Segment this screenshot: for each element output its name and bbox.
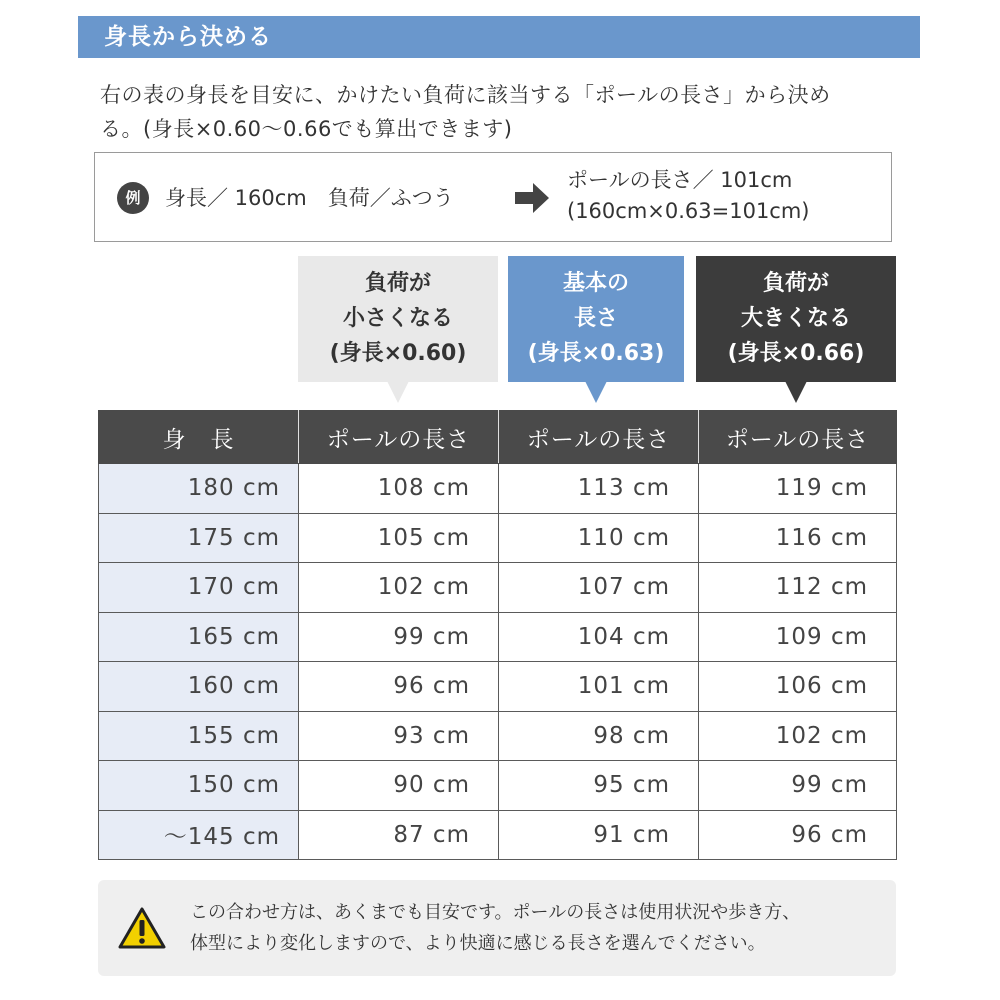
callout-large-line-1: 負荷が bbox=[762, 271, 829, 296]
pole-length-small-cell: 105 cm bbox=[299, 513, 499, 563]
table-row bbox=[99, 662, 897, 712]
callout-large-line-3: (身長×0.66) bbox=[727, 341, 865, 366]
section-title: 身長から決める bbox=[78, 16, 920, 58]
height-cell: 160 cm bbox=[99, 662, 299, 712]
table-row bbox=[99, 513, 897, 563]
pole-length-base-cell: 113 cm bbox=[499, 464, 699, 514]
pole-length-base-cell: 110 cm bbox=[499, 513, 699, 563]
callout-small-load bbox=[298, 256, 498, 382]
callout-pointer bbox=[785, 381, 807, 403]
pole-length-large-cell: 99 cm bbox=[699, 761, 897, 811]
header-pole-length-small: ポールの長さ bbox=[299, 411, 499, 464]
header-pole-length-base: ポールの長さ bbox=[499, 411, 699, 464]
height-cell: 170 cm bbox=[99, 563, 299, 613]
pole-length-base-cell: 91 cm bbox=[499, 810, 699, 860]
pole-length-small-cell: 99 cm bbox=[299, 612, 499, 662]
intro-text bbox=[100, 78, 900, 146]
pole-length-large-cell: 119 cm bbox=[699, 464, 897, 514]
height-cell: 150 cm bbox=[99, 761, 299, 811]
notice-line-2: 体型により変化しますので、より快適に感じる長さを選んでください。 bbox=[190, 933, 766, 954]
pole-length-base-cell: 104 cm bbox=[499, 612, 699, 662]
pole-length-small-cell: 90 cm bbox=[299, 761, 499, 811]
example-box bbox=[94, 152, 892, 242]
callout-base-line-2: 長さ bbox=[573, 306, 618, 331]
pole-length-base-cell: 98 cm bbox=[499, 711, 699, 761]
notice-text bbox=[190, 897, 800, 959]
pole-length-small-cell: 87 cm bbox=[299, 810, 499, 860]
table-header-row bbox=[99, 411, 897, 464]
table-row bbox=[99, 612, 897, 662]
pole-length-base-cell: 107 cm bbox=[499, 563, 699, 613]
header-pole-length-large: ポールの長さ bbox=[699, 411, 897, 464]
pole-length-small-cell: 93 cm bbox=[299, 711, 499, 761]
callout-pointer bbox=[585, 381, 607, 403]
pole-length-small-cell: 102 cm bbox=[299, 563, 499, 613]
example-result-line-1: ポールの長さ／ 101cm bbox=[567, 168, 793, 192]
callout-small-line-2: 小さくなる bbox=[342, 306, 453, 331]
callout-base-line-3: (身長×0.63) bbox=[527, 341, 665, 366]
intro-line-2: る。(身長×0.60〜0.66でも算出できます) bbox=[100, 117, 513, 141]
pole-length-small-cell: 108 cm bbox=[299, 464, 499, 514]
warning-icon bbox=[118, 906, 166, 950]
pole-length-large-cell: 109 cm bbox=[699, 612, 897, 662]
pole-length-large-cell: 116 cm bbox=[699, 513, 897, 563]
callout-small-line-1: 負荷が bbox=[364, 271, 431, 296]
callout-base-line-1: 基本の bbox=[562, 271, 629, 296]
pole-length-base-cell: 95 cm bbox=[499, 761, 699, 811]
notice-line-1: この合わせ方は、あくまでも目安です。ポールの長さは使用状況や歩き方、 bbox=[190, 902, 801, 923]
height-cell: 165 cm bbox=[99, 612, 299, 662]
notice-box bbox=[98, 880, 896, 976]
callout-large-line-2: 大きくなる bbox=[740, 306, 851, 331]
example-result-line-2: (160cm×0.63=101cm) bbox=[567, 199, 810, 223]
table-row bbox=[99, 761, 897, 811]
pole-length-large-cell: 96 cm bbox=[699, 810, 897, 860]
callout-small-line-3: (身長×0.60) bbox=[329, 341, 467, 366]
height-cell: 〜145 cm bbox=[99, 810, 299, 860]
table-row bbox=[99, 810, 897, 860]
example-badge: 例 bbox=[117, 182, 149, 214]
right-arrow-icon bbox=[515, 183, 549, 213]
height-cell: 175 cm bbox=[99, 513, 299, 563]
table-row bbox=[99, 563, 897, 613]
pole-length-large-cell: 106 cm bbox=[699, 662, 897, 712]
table-row bbox=[99, 711, 897, 761]
example-result bbox=[567, 165, 810, 227]
pole-length-large-cell: 112 cm bbox=[699, 563, 897, 613]
header-height: 身 長 bbox=[99, 411, 299, 464]
pole-length-small-cell: 96 cm bbox=[299, 662, 499, 712]
table-row bbox=[99, 464, 897, 514]
pole-length-base-cell: 101 cm bbox=[499, 662, 699, 712]
example-input-text: 身長／ 160cm 負荷／ふつう bbox=[165, 186, 454, 210]
pole-length-large-cell: 102 cm bbox=[699, 711, 897, 761]
height-cell: 180 cm bbox=[99, 464, 299, 514]
callout-base-length bbox=[508, 256, 684, 382]
height-cell: 155 cm bbox=[99, 711, 299, 761]
pole-length-table bbox=[98, 410, 897, 860]
callout-pointer bbox=[387, 381, 409, 403]
callout-large-load bbox=[696, 256, 896, 382]
intro-line-1: 右の表の身長を目安に、かけたい負荷に該当する「ポールの長さ」から決め bbox=[100, 83, 831, 107]
